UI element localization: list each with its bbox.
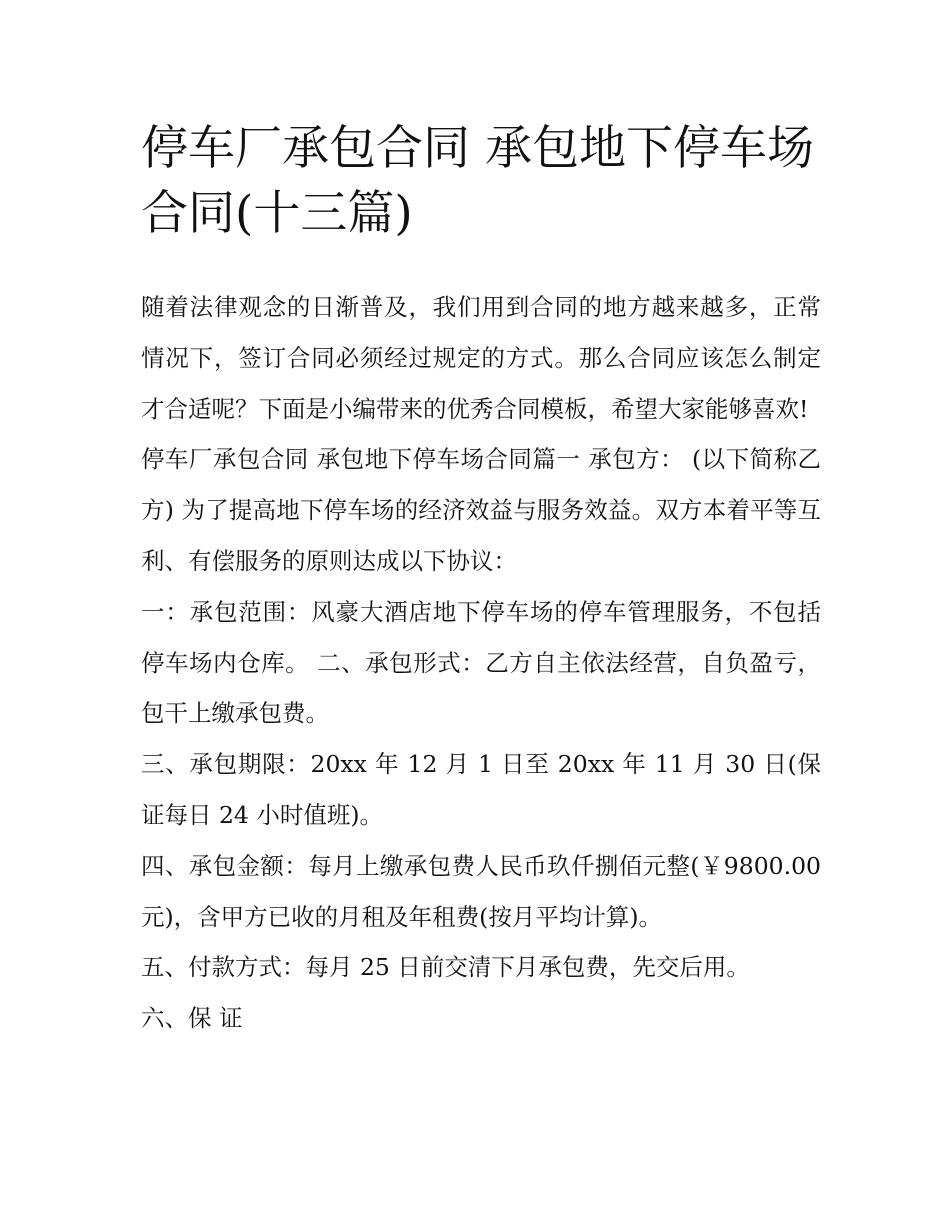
document-title: 停车厂承包合同 承包地下停车场合同(十三篇): [141, 121, 814, 241]
document-body: [141, 282, 821, 1044]
clause-term: 三、承包期限：20xx 年 12 月 1 日至 20xx 年 11 月 30 日(保证每日 24 小时值班)。: [141, 750, 821, 829]
contract-preamble-paragraph: 停车厂承包合同 承包地下停车场合同篇一 承包方： (以下简称乙方) 为了提高地下停车场的经济效益与服务效益。双方本着平等互利、有偿服务的原则达成以下协议：: [141, 445, 821, 575]
clause-scope-and-form: 一：承包范围：风豪大酒店地下停车场的停车管理服务，不包括停车场内仓库。 二、承包形式：乙方自主依法经营，自负盈亏，包干上缴承包费。: [141, 597, 821, 728]
clause-guarantee: 六、保 证: [141, 1004, 243, 1033]
intro-paragraph: 随着法律观念的日渐普及，我们用到合同的地方越来越多，正常情况下，签订合同必须经过规定的方式。那么合同应该怎么制定才合适呢？下面是小编带来的优秀合同模板，希望大家能够喜欢!: [141, 293, 821, 423]
clause-amount: 四、承包金额：每月上缴承包费人民币玖仟捌佰元整(￥9800.00 元)，含甲方已收的月租及年租费(按月平均计算)。: [141, 851, 821, 931]
clause-payment: 五、付款方式：每月 25 日前交清下月承包费，先交后用。: [141, 953, 750, 982]
